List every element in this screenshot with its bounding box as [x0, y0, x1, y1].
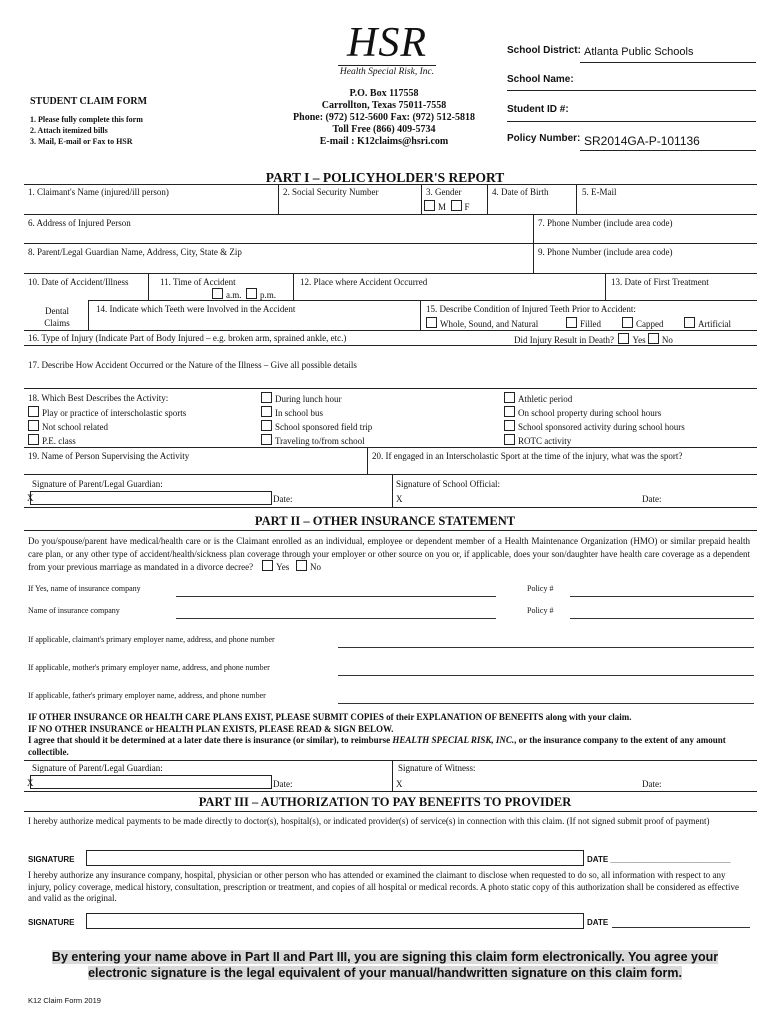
activity-label: 18. Which Best Describes the Activity:: [28, 393, 169, 403]
activity-text: P.E. class: [42, 436, 76, 446]
father-employer-line[interactable]: [338, 703, 754, 704]
activity-checkbox[interactable]: [504, 392, 515, 403]
activity-col2: [261, 392, 372, 448]
sig-parent-date[interactable]: Date:: [273, 494, 293, 504]
activity-text: On school property during school hours: [518, 408, 662, 418]
p2-sig-parent-label: Signature of Parent/Legal Guardian:: [32, 763, 163, 773]
activity-text: Play or practice of interscholastic sports: [42, 408, 187, 418]
activity-3-3: [504, 420, 685, 434]
student-id-label: Student ID #:: [507, 104, 569, 115]
am-label: a.m.: [226, 290, 242, 300]
other-ins-notice: [28, 712, 752, 758]
teeth-opt-2: [566, 317, 601, 329]
whole-label: Whole, Sound, and Natural: [440, 319, 539, 329]
filled-checkbox[interactable]: [566, 317, 577, 328]
injury-type-field[interactable]: 16. Type of Injury (Indicate Part of Body Injured – e.g. broken arm, sprained ankle, etc.): [28, 333, 347, 343]
p2-sig-witness-x[interactable]: X: [396, 779, 403, 789]
notice-agree: I agree that should it be determined at a later date there is insurance (or similar), to reimburse: [28, 735, 393, 745]
claimant-employer-line[interactable]: [338, 647, 754, 648]
student-id-field[interactable]: [575, 104, 755, 118]
part2-paragraph-text: Do you/spouse/parent have medical/health care or is the Claimant enrolled as an individual, employee or dependent member of a Health Maintenance Organization (HMO) or similar prepaid health care plan, or any other type of accident/health/sickness plan coverage through your employer or other source on you or, if applicable, does your son/daughter have health care coverage as a dependent from your previous marriage as mandated in a divorce decree?: [28, 536, 750, 572]
address-line-3: Phone: (972) 512-5600 Fax: (972) 512-5818: [293, 112, 475, 123]
policy-number-label: Policy Number:: [507, 133, 581, 144]
activity-checkbox[interactable]: [504, 420, 515, 431]
ssn-field[interactable]: 2. Social Security Number: [283, 187, 379, 197]
first-treatment-field[interactable]: 13. Date of First Treatment: [611, 277, 709, 287]
activity-text: Athletic period: [518, 394, 573, 404]
policy2-line[interactable]: [570, 618, 754, 619]
other-ins-no-checkbox[interactable]: [296, 560, 307, 571]
address-line-1: P.O. Box 117558: [349, 88, 419, 99]
other-ins-yes-checkbox[interactable]: [262, 560, 273, 571]
activity-checkbox[interactable]: [261, 406, 272, 417]
sig-parent-field[interactable]: [30, 491, 272, 505]
activity-3-4: [504, 434, 685, 448]
phone9-field[interactable]: 9. Phone Number (include area code): [538, 247, 673, 257]
death-label: Did Injury Result in Death?: [514, 335, 614, 345]
capped-label: Capped: [636, 319, 664, 329]
activity-checkbox[interactable]: [28, 406, 39, 417]
activity-1-2: [28, 420, 186, 434]
instruction-1: 1. Please fully complete this form: [30, 115, 143, 124]
activity-checkbox[interactable]: [28, 434, 39, 445]
banner-text-1: By entering your name above in Part II and Part III, you are signing this claim form electronically. You agree your: [51, 950, 719, 964]
instruction-3: 3. Mail, E-mail or Fax to HSR: [30, 137, 133, 146]
banner-text-2: electronic signature is the legal equivalent of your manual/handwritten signature on this claim form.: [88, 966, 682, 980]
supervisor-field[interactable]: 19. Name of Person Supervising the Activity: [28, 451, 190, 461]
ampm-options: [212, 288, 276, 300]
p2-sig-parent-date[interactable]: Date:: [273, 779, 293, 789]
sig-official-x[interactable]: X: [396, 494, 403, 504]
artificial-label: Artificial: [698, 319, 731, 329]
p2-sig-witness-label: Signature of Witness:: [398, 763, 476, 773]
pm-label: p.m.: [260, 290, 277, 300]
sig-official-label: Signature of School Official:: [396, 479, 501, 489]
activity-1-3: [28, 434, 186, 448]
activity-checkbox[interactable]: [261, 392, 272, 403]
part2-paragraph: [28, 535, 750, 574]
accident-time-label: 11. Time of Accident: [160, 277, 236, 287]
teeth-condition-label: 15. Describe Condition of Injured Teeth Prior to Accident:: [426, 304, 636, 314]
ins-company-yes-line[interactable]: [176, 596, 496, 597]
mother-employer-label: If applicable, mother's primary employer name, address, and phone number: [28, 663, 270, 672]
phone7-field[interactable]: 7. Phone Number (include area code): [538, 218, 673, 228]
policy-number-field[interactable]: SR2014GA-P-101136: [584, 134, 700, 148]
activity-2-1: [261, 392, 372, 406]
activity-col3: [504, 392, 685, 448]
hsr-logo: [334, 22, 440, 78]
e-signature-banner: [20, 949, 750, 981]
ins-company-line[interactable]: [176, 618, 496, 619]
school-district-field[interactable]: Atlanta Public Schools: [584, 46, 694, 58]
activity-checkbox[interactable]: [504, 434, 515, 445]
ins-company-label: Name of insurance company: [28, 606, 120, 615]
policy2-label: Policy #: [527, 606, 554, 615]
form-title: STUDENT CLAIM FORM: [30, 96, 148, 107]
instructions: [30, 114, 143, 147]
activity-checkbox[interactable]: [261, 434, 272, 445]
part3-para1: I hereby authorize medical payments to be made directly to doctor(s), hospital(s), or indicated provider(s) of service(s) in connection with this claim. (If not signed submit proof of payment): [28, 816, 710, 826]
notice-line-3: [28, 735, 752, 758]
activity-2-3: [261, 420, 372, 434]
notice-company: HEALTH SPECIAL RISK, INC.: [392, 735, 515, 745]
p2-sig-parent-x: X: [27, 778, 34, 788]
signature2-label: SIGNATURE: [28, 918, 75, 927]
address-line-4: Toll Free (866) 409-5734: [332, 124, 436, 135]
banner-line-1: [20, 949, 750, 965]
activity-3-1: [504, 392, 685, 406]
signature1-label: SIGNATURE: [28, 855, 75, 864]
sig-official-date[interactable]: Date:: [642, 494, 662, 504]
teeth-opt-3: [622, 317, 664, 329]
death-yes-checkbox[interactable]: [618, 333, 629, 344]
dob-field[interactable]: 4. Date of Birth: [492, 187, 549, 197]
gender-label: 3. Gender: [426, 187, 462, 197]
whole-checkbox[interactable]: [426, 317, 437, 328]
activity-2-4: [261, 434, 372, 448]
p2-sig-witness-date[interactable]: Date:: [642, 779, 662, 789]
signature2-field[interactable]: [86, 913, 584, 929]
death-yes-label: Yes: [632, 335, 646, 345]
hsr-address: [268, 88, 500, 148]
accident-date-field[interactable]: 10. Date of Accident/Illness: [28, 277, 129, 287]
activity-3-2: [504, 406, 685, 420]
activity-1-1: [28, 406, 186, 420]
policy1-label: Policy #: [527, 584, 554, 593]
other-ins-yes-label: Yes: [276, 562, 290, 572]
gender-m-checkbox[interactable]: [424, 200, 435, 211]
part2-title: PART II – OTHER INSURANCE STATEMENT: [254, 514, 516, 528]
activity-col1: [28, 406, 186, 448]
activity-checkbox[interactable]: [504, 406, 515, 417]
activity-checkbox[interactable]: [28, 420, 39, 431]
father-employer-label: If applicable, father's primary employer name, address, and phone number: [28, 691, 266, 700]
mother-employer-line[interactable]: [338, 675, 754, 676]
death-no-checkbox[interactable]: [648, 333, 659, 344]
place-field[interactable]: 12. Place where Accident Occurred: [300, 277, 428, 287]
address-field[interactable]: 6. Address of Injured Person: [28, 218, 131, 228]
parent-field[interactable]: 8. Parent/Legal Guardian Name, Address, City, State & Zip: [28, 247, 242, 257]
activity-text: School sponsored activity during school hours: [518, 422, 685, 432]
notice-line-1: IF OTHER INSURANCE OR HEALTH CARE PLANS EXIST, PLEASE SUBMIT COPIES of their EXPLANATION OF BENEFITS along with your claim.: [28, 712, 632, 722]
date1-label[interactable]: DATE ___________________________: [587, 855, 731, 864]
death-question: [514, 333, 673, 345]
claimant-employer-label: If applicable, claimant's primary employer name, address, and phone number: [28, 635, 275, 644]
claimant-name-field[interactable]: 1. Claimant's Name (injured/ill person): [28, 187, 169, 197]
activity-checkbox[interactable]: [261, 420, 272, 431]
gender-f-label: F: [464, 202, 470, 212]
death-no-label: No: [661, 335, 673, 345]
date2-label: DATE: [587, 918, 609, 927]
capped-checkbox[interactable]: [622, 317, 633, 328]
gender-f-checkbox[interactable]: [451, 200, 462, 211]
notice-line-2: IF NO OTHER INSURANCE or HEALTH PLAN EXISTS, PLEASE READ & SIGN BELOW.: [28, 723, 394, 734]
dental-claims-label: Dental Claims: [44, 306, 70, 328]
part3-para2: I hereby authorize any insurance company, hospital, physician or other person who has attended or examined the claimant to disclose when requested to do so, all information with respect to any injury, policy coverage, medical history, consultation, prescription or treatment, and copies of all hospital or medical records. A photo static copy of this authorization shall be considered as effective and valid as the original.: [28, 870, 739, 903]
email-field[interactable]: 5. E-Mail: [582, 187, 617, 197]
describe-field[interactable]: 17. Describe How Accident Occurred or the Nature of the Illness – Give all possible details: [28, 360, 357, 370]
address-line-5: E-mail : K12claims@hsri.com: [319, 136, 449, 147]
logo-main: HSR: [347, 20, 427, 66]
teeth-field[interactable]: 14. Indicate which Teeth were Involved in the Accident: [96, 304, 296, 314]
teeth-opt-4: [684, 317, 731, 329]
address-line-2: Carrollton, Texas 75011-7558: [321, 100, 447, 111]
ins-company-yes-label: If Yes, name of insurance company: [28, 584, 141, 593]
school-name-field[interactable]: [580, 74, 756, 88]
part1-title: PART I – POLICYHOLDER'S REPORT: [265, 170, 505, 185]
activity-text: ROTC activity: [518, 436, 572, 446]
school-district-label: School District:: [507, 45, 581, 56]
activity-2-2: [261, 406, 372, 420]
policy1-line[interactable]: [570, 596, 754, 597]
notice-extent: , or the insurance company to the extent of any amount collectible.: [28, 735, 726, 757]
teeth-opt-1: [426, 317, 538, 329]
signature1-field[interactable]: [86, 850, 584, 866]
form-id: K12 Claim Form 2019: [28, 996, 101, 1005]
artificial-checkbox[interactable]: [684, 317, 695, 328]
pm-checkbox[interactable]: [246, 288, 257, 299]
activity-text: In school bus: [275, 408, 323, 418]
activity-text: Not school related: [42, 422, 108, 432]
date2-line[interactable]: [612, 927, 750, 928]
gender-options: [424, 200, 470, 212]
part3-title: PART III – AUTHORIZATION TO PAY BENEFITS TO PROVIDER: [198, 795, 572, 809]
filled-label: Filled: [580, 319, 602, 329]
sig-parent-label: Signature of Parent/Legal Guardian:: [32, 479, 163, 489]
am-checkbox[interactable]: [212, 288, 223, 299]
p2-sig-parent-field[interactable]: [30, 775, 272, 789]
sig-parent-x: X: [27, 493, 34, 503]
logo-sub: Health Special Risk, Inc.: [339, 67, 435, 77]
activity-text: During lunch hour: [275, 394, 342, 404]
instruction-2: 2. Attach itemized bills: [30, 126, 108, 135]
school-name-label: School Name:: [507, 74, 574, 85]
gender-m-label: M: [438, 202, 447, 212]
activity-text: School sponsored field trip: [275, 422, 373, 432]
activity-text: Traveling to/from school: [275, 436, 365, 446]
banner-line-2: [20, 965, 750, 981]
sport-field[interactable]: 20. If engaged in an Interscholastic Sport at the time of the injury, what was the sport?: [372, 451, 683, 461]
other-ins-no-label: No: [310, 562, 322, 572]
